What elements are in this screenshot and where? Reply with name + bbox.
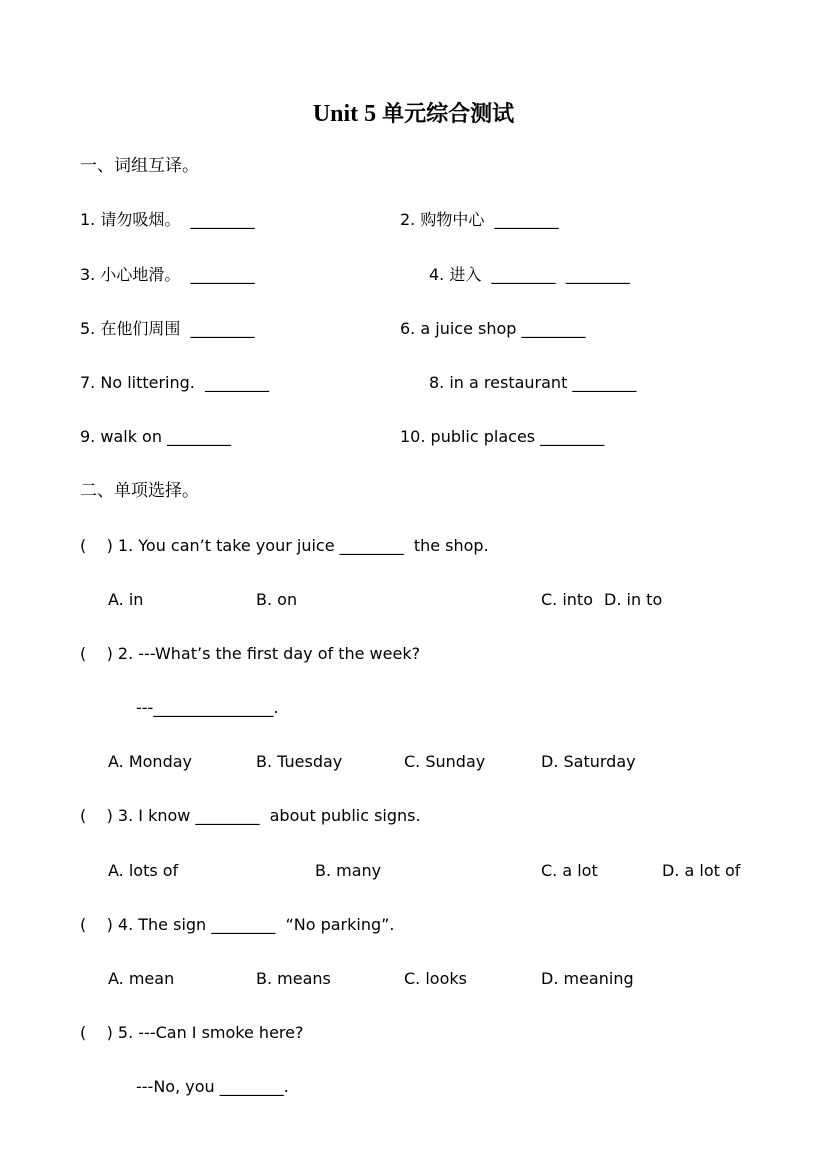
- phrase-item: 9. walk on ________: [80, 427, 232, 446]
- option: A. lots of: [108, 861, 179, 880]
- phrase-item: 5. 在他们周围 ________: [80, 319, 255, 338]
- option: C. a lot: [541, 861, 598, 880]
- question-stem: ( ) 2. ---What’s the first day of the week?: [80, 644, 421, 663]
- answer-line: ---No, you ________.: [136, 1077, 289, 1096]
- option: B. means: [256, 969, 331, 988]
- question-stem: ( ) 4. The sign ________ “No parking”.: [80, 915, 395, 934]
- option: D. meaning: [541, 969, 634, 988]
- option: A. in: [108, 590, 144, 609]
- phrase-item: 6. a juice shop ________: [400, 319, 586, 338]
- option: A. mean: [108, 969, 175, 988]
- option: D. in to: [604, 590, 663, 609]
- option: D. a lot of: [662, 861, 741, 880]
- phrase-item: 2. 购物中心 ________: [400, 210, 559, 229]
- phrase-item: 1. 请勿吸烟。 ________: [80, 210, 255, 229]
- title-cn: 单元综合测试: [382, 102, 515, 127]
- option: B. Tuesday: [256, 752, 343, 771]
- answer-line: ---_______________.: [136, 698, 279, 717]
- question-stem: ( ) 1. You can’t take your juice ________ the shop.: [80, 536, 489, 555]
- question-stem: ( ) 5. ---Can I smoke here?: [80, 1023, 304, 1042]
- option: B. many: [315, 861, 382, 880]
- phrase-item: 10. public places ________: [400, 427, 605, 446]
- title-en: Unit 5: [312, 101, 377, 127]
- section2-heading: 二、单项选择。: [80, 481, 199, 501]
- question-stem: ( ) 3. I know ________ about public signs.: [80, 806, 421, 825]
- option: B. on: [256, 590, 298, 609]
- option: A. Monday: [108, 752, 192, 771]
- option: C. looks: [404, 969, 467, 988]
- page-title: [0, 99, 827, 130]
- phrase-item: 8. in a restaurant ________: [429, 373, 637, 392]
- phrase-item: 4. 进入 ________ ________: [429, 265, 630, 284]
- phrase-item: 7. No littering. ________: [80, 373, 270, 392]
- section1-heading: 一、词组互译。: [80, 156, 199, 176]
- phrase-item: 3. 小心地滑。 ________: [80, 265, 255, 284]
- option: C. Sunday: [404, 752, 486, 771]
- option: D. Saturday: [541, 752, 636, 771]
- option: C. into: [541, 590, 593, 609]
